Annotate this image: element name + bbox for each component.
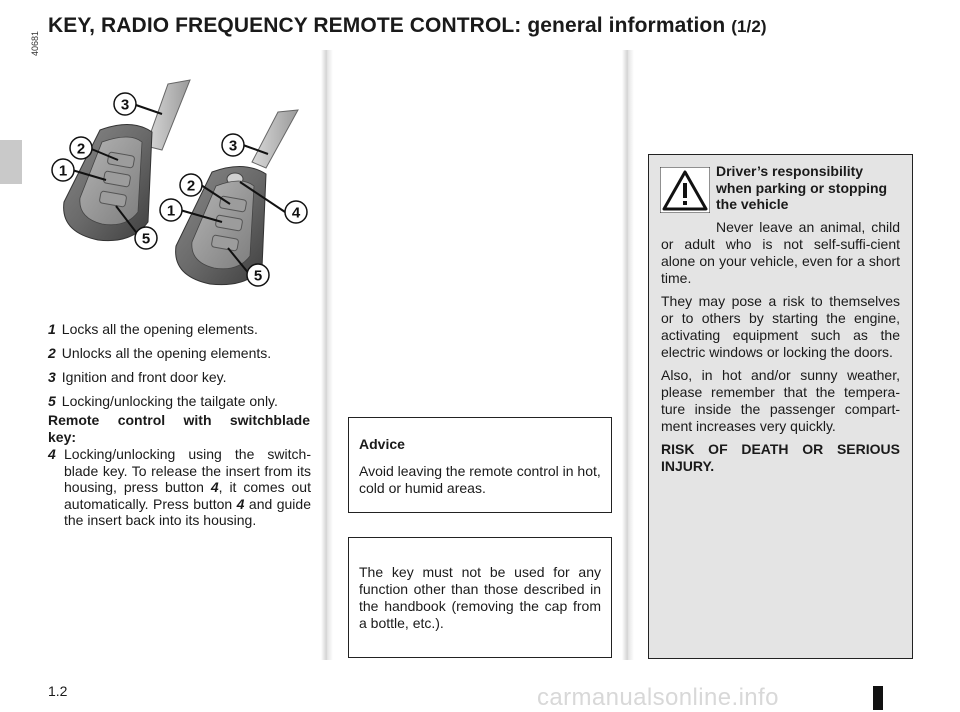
callout-label: 2 [76,140,86,158]
warning-title: Driver’s responsibility when parking or stopping the vehicle [716,163,888,212]
column-divider-right [622,50,634,660]
warning-triangle-icon [660,167,710,213]
key-item [48,345,310,362]
key-item [48,393,310,410]
key-item [48,321,310,338]
callout-label: 3 [228,137,238,155]
title-text: KEY, RADIO FREQUENCY REMOTE CONTROL: general information [48,14,726,37]
callout-label: 3 [120,96,130,114]
warning-paragraph: They may pose a risk to themselves or to others by starting the engine, activating equipment such as the electric windows or locking the doors. [661,292,900,360]
advice-box [348,417,612,513]
handbook-note-text: The key must not be used for any function other than those described in the handbook (removing the cap from a bottle, etc.). [359,564,601,631]
callout-label: 2 [186,177,196,195]
section-tab [0,140,22,184]
switchblade-item-number: 4 [48,446,56,462]
key-item-text: Locking/unlocking the tailgate only. [61,393,278,409]
figure-code: 40681 [30,30,40,56]
callout-label: 5 [141,230,151,248]
advice-heading: Advice [359,436,405,452]
title-page-indicator: (1/2) [731,17,767,36]
key-item-number: 2 [48,345,56,361]
key-item-number: 3 [48,369,56,385]
watermark: carmanualsonline.info [537,684,779,711]
switchblade-heading: Remote control with switchblade [48,412,310,428]
key-item-text: Ignition and front door key. [61,369,227,385]
key-item-text: Locks all the opening elements. [61,321,258,337]
callout-label: 1 [166,202,176,220]
callout-label: 4 [291,204,301,222]
key-item-number: 5 [48,393,56,409]
remote-keys-illustration [40,72,330,302]
warning-paragraph: Never leave an animal, child or adult who is not self-suffi-cient alone on your vehicle, even for a short time. [661,218,900,286]
page-edge-marker [871,686,885,710]
switchblade-item [48,446,311,529]
key-item-text: Unlocks all the opening elements. [61,345,272,361]
page-title [48,14,767,38]
warning-risk: RISK OF DEATH OR SERIOUS INJURY. [661,440,900,474]
warning-box [648,154,913,659]
key-item [48,369,310,386]
warning-paragraph: Also, in hot and/or sunny weather, please remember that the tempera-ture inside the passenger compart-ment increases very quickly. [661,366,900,434]
key-item-number: 1 [48,321,56,337]
switchblade-heading-cont: key: [48,429,77,445]
page-number: 1.2 [48,683,68,699]
callout-label: 1 [58,162,68,180]
callout-label: 5 [253,267,263,285]
handbook-note-box [348,537,612,658]
advice-text: Avoid leaving the remote control in hot, cold or humid areas. [359,463,601,496]
switchblade-item-text: Locking/unlocking using the switch-blade key. To release the insert from its housing, press button 4, it comes out automatically. Press button 4 and guide the insert back into its housing. [64,446,311,528]
